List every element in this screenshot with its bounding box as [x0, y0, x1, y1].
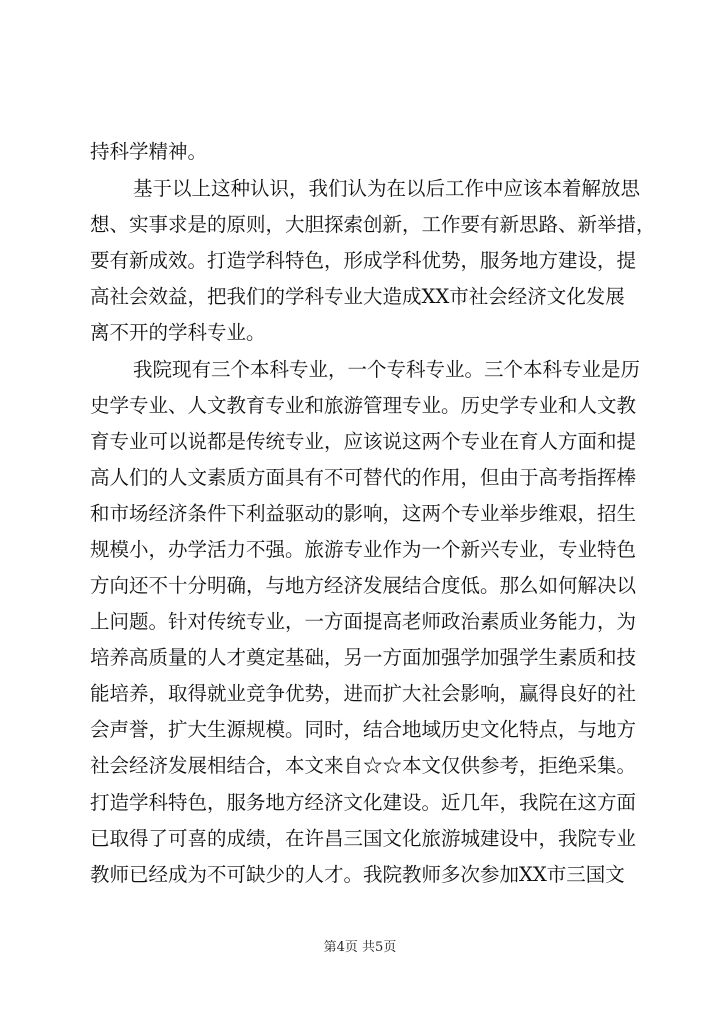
text-line: 和市场经济条件下利益驱动的影响，这两个专业举步维艰，招生 [90, 502, 637, 525]
text-line: 育专业可以说都是传统专业，应该说这两个专业在育人方面和提 [90, 430, 637, 453]
text-line: 培养高质量的人才奠定基础，另一方面加强学加强学生素质和技 [90, 646, 637, 669]
text-line: 规模小，办学活力不强。旅游专业作为一个新兴专业，专业特色 [90, 538, 637, 561]
text-line: 史学专业、人文教育专业和旅游管理专业。历史学专业和人文教 [90, 394, 637, 417]
text-line: 高社会效益，把我们的学科专业大造成XX市社会经济文化发展 [90, 285, 625, 308]
text-line: 已取得了可喜的成绩，在许昌三国文化旅游城建设中，我院专业 [90, 827, 637, 850]
text-line: 想、实事求是的原则，大胆探索创新，工作要有新思路、新举措， [90, 213, 656, 236]
text-line: 方向还不十分明确，与地方经济发展结合度低。那么如何解决以 [90, 574, 637, 597]
page-footer: 第4页 共5页 [323, 940, 397, 955]
text-line: 持科学精神。 [90, 140, 208, 163]
text-line: 会声誉，扩大生源规模。同时，结合地域历史文化特点，与地方 [90, 718, 637, 741]
text-line: 能培养，取得就业竞争优势，进而扩大社会影响，赢得良好的社 [90, 682, 637, 705]
text-line: 离不开的学科专业。 [90, 321, 266, 344]
text-line: 基于以上这种认识，我们认为在以后工作中应该本着解放思 [133, 177, 641, 200]
text-line: 社会经济发展相结合，本文来自☆☆本文仅供参考，拒绝采集。 [90, 754, 637, 777]
text-line: 高人们的人文素质方面具有不可替代的作用，但由于高考指挥棒 [90, 466, 637, 489]
text-line: 教师已经成为不可缺少的人才。我院教师多次参加XX市三国文 [90, 863, 625, 886]
text-line: 上问题。针对传统专业，一方面提高老师政治素质业务能力，为 [90, 610, 637, 633]
text-line: 打造学科特色，服务地方经济文化建设。近几年，我院在这方面 [90, 791, 637, 814]
text-line: 要有新成效。打造学科特色，形成学科优势，服务地方建设，提 [90, 249, 637, 272]
text-line: 我院现有三个本科专业，一个专科专业。三个本科专业是历 [133, 358, 641, 381]
